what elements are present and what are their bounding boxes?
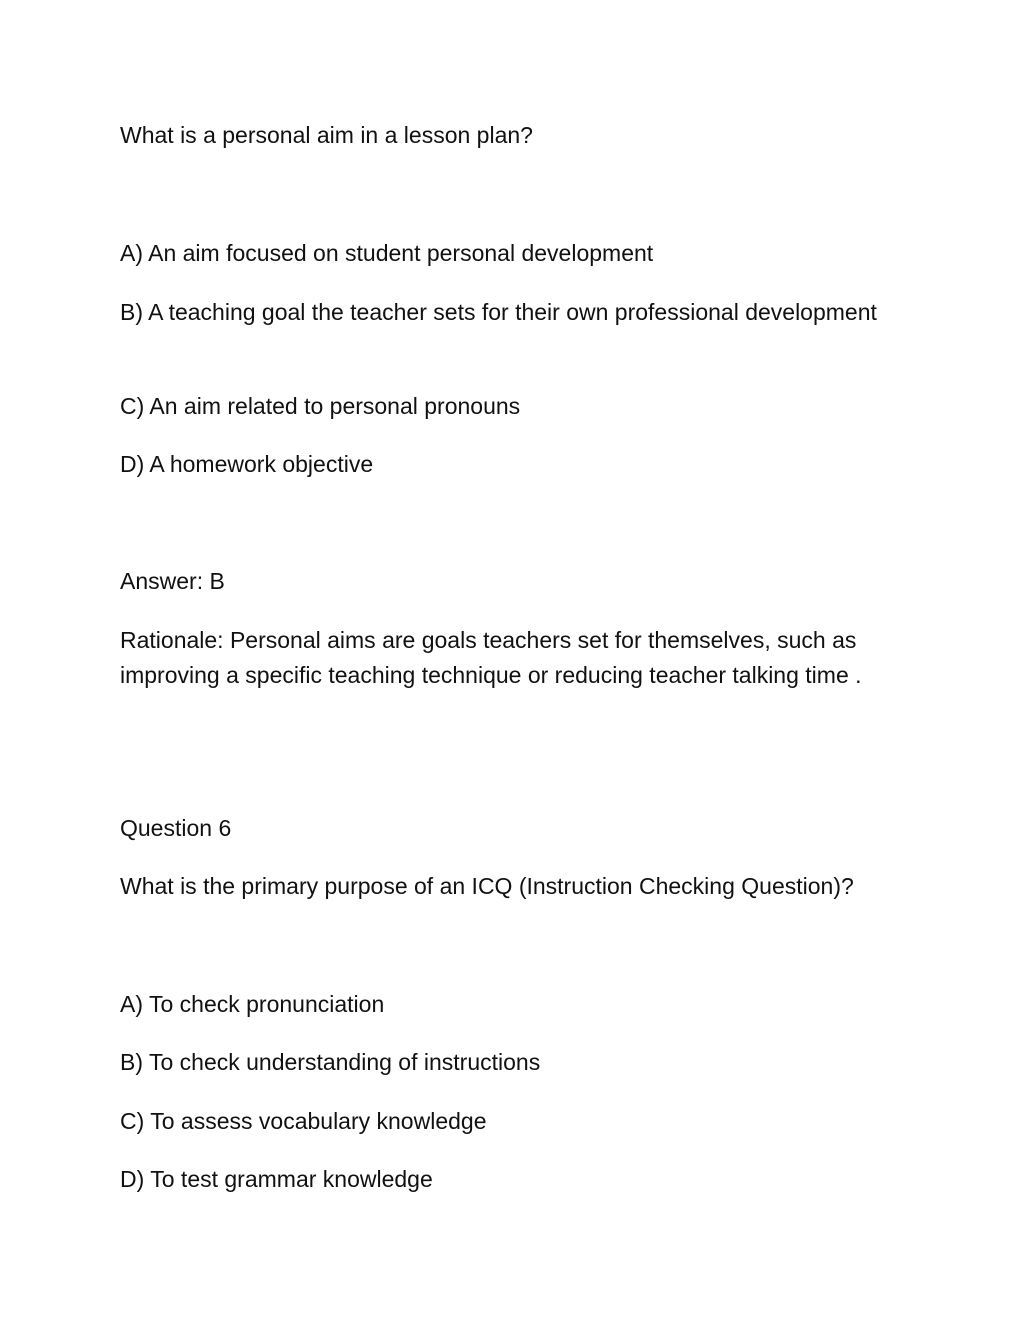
option-c: C) To assess vocabulary knowledge xyxy=(120,1108,487,1134)
option-a: A) To check pronunciation xyxy=(120,991,385,1017)
question-text: What is the primary purpose of an ICQ (Instruction Checking Question)? xyxy=(120,873,854,899)
option-b: B) A teaching goal the teacher sets for their own professional development xyxy=(120,299,877,325)
option-b: B) To check understanding of instructions xyxy=(120,1049,541,1075)
rationale-text: Rationale: Personal aims are goals teachers set for themselves, such as improving a specific teaching technique or reducing teacher talking time . xyxy=(120,627,862,688)
option-d: D) To test grammar knowledge xyxy=(120,1166,433,1192)
option-d: D) A homework objective xyxy=(120,451,374,477)
answer-text: Answer: B xyxy=(120,568,225,594)
question-text: What is a personal aim in a lesson plan? xyxy=(120,122,533,148)
question-heading: Question 6 xyxy=(120,815,232,841)
option-c: C) An aim related to personal pronouns xyxy=(120,393,521,419)
option-a: A) An aim focused on student personal development xyxy=(120,240,654,266)
